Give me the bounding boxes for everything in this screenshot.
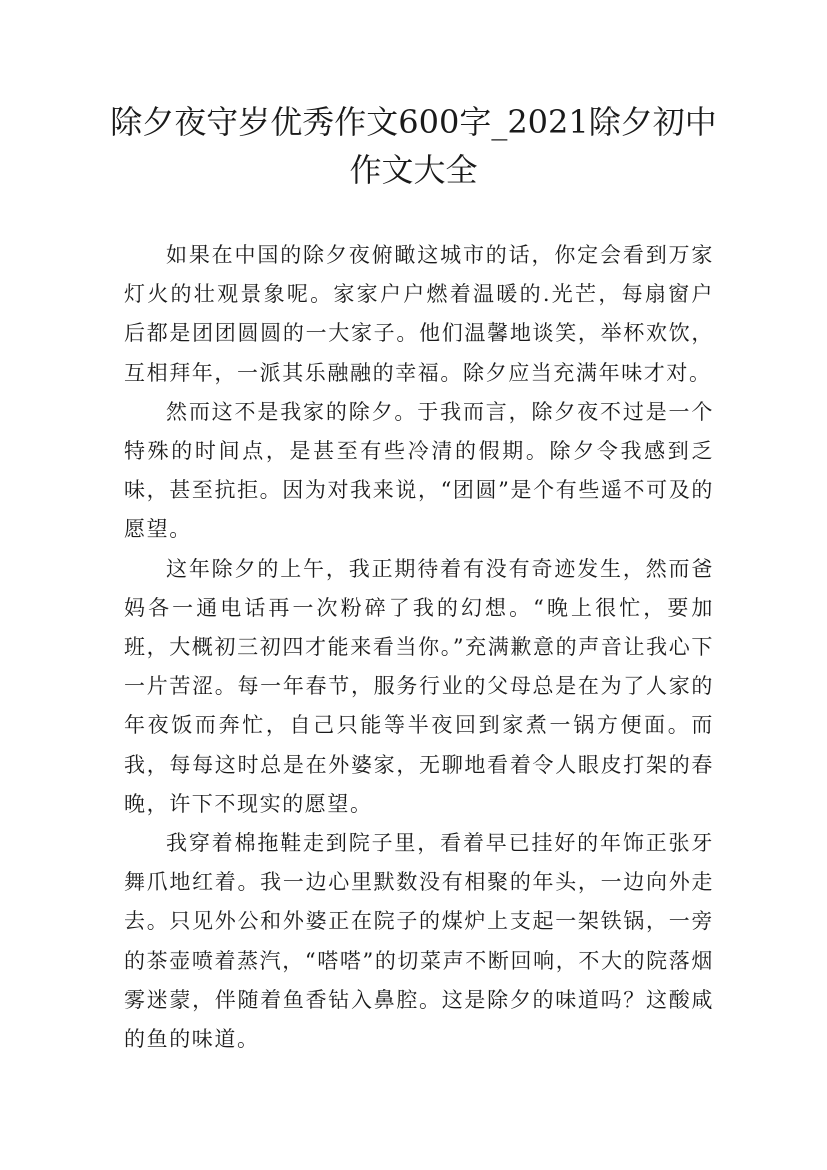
document-body [124,236,714,1059]
document-title: 除夕夜守岁优秀作文600字_2021除夕初中作文大全 [110,103,717,189]
paragraph: 然而这不是我家的除夕。于我而言，除夕夜不过是一个特殊的时间点，是甚至有些冷清的假期。除夕令我感到乏味，甚至抗拒。因为对我来说，“团圆”是个有些遥不可及的愿望。 [124,399,714,542]
paragraph: 我穿着棉拖鞋走到院子里，看着早已挂好的年饰正张牙舞爪地红着。我一边心里默数没有相聚的年头，一边向外走去。只见外公和外婆正在院子的煤炉上支起一架铁锅，一旁的茶壶喷着蒸汽，“嗒嗒”的切菜声不断回响，不大的院落烟雾迷蒙，伴随着鱼香钻入鼻腔。这是除夕的味道吗？这酸咸的鱼的味道。 [124,831,714,1052]
paragraph: 如果在中国的除夕夜俯瞰这城市的话，你定会看到万家灯火的壮观景象呢。家家户户燃着温暖的.光芒，每扇窗户后都是团团圆圆的一大家子。他们温馨地谈笑，举杯欢饮，互相拜年，一派其乐融融的幸福。除夕应当充满年味才对。 [124,243,714,385]
paragraph: 这年除夕的上午，我正期待着有没有奇迹发生，然而爸妈各一通电话再一次粉碎了我的幻想。“晚上很忙，要加班，大概初三初四才能来看当你。”充满歉意的声音让我心下一片苦涩。每一年春节，服务行业的父母总是在为了人家的年夜饭而奔忙，自己只能等半夜回到家煮一锅方便面。而我，每每这时总是在外婆家，无聊地看着令人眼皮打架的春晚，许下不现实的愿望。 [124,556,714,816]
